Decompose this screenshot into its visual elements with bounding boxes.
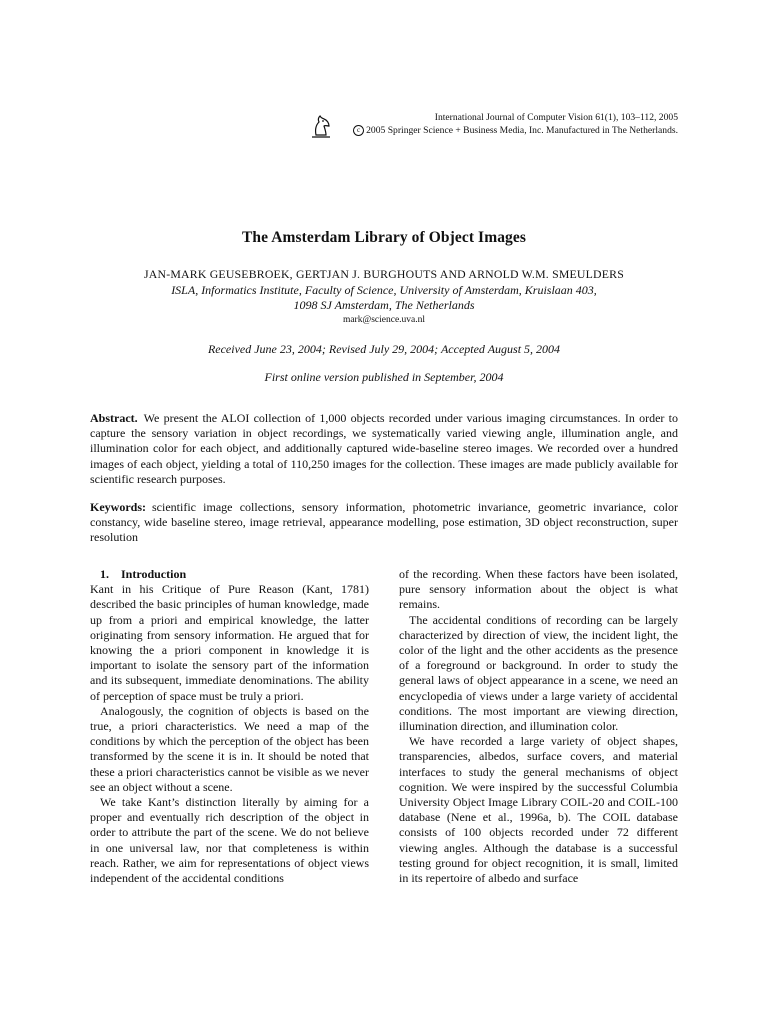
paragraph: The accidental conditions of recording can be largely characterized by direction of view, the incident light, the color of the light and the other accidents as the presence of a foreground or background. In order to study the general laws of object appearance in a scene, we need an encyclopedia of views under a large variety of accidental conditions. The most important are viewing direction, illumination direction, and illumination color. bbox=[399, 612, 678, 734]
keywords bbox=[90, 500, 678, 546]
paragraph: We take Kant’s distinction literally by aiming for a proper and eventually rich description of the object in order to attribute the part of the scene. We do not believe in one universal law, nor that completeness is within reach. Rather, we aim for representations of object views independent of the accidental conditions bbox=[90, 795, 369, 886]
paragraph: of the recording. When these factors have been isolated, pure sensory information about the object is what remains. bbox=[399, 567, 678, 612]
paper-title: The Amsterdam Library of Object Images bbox=[241, 229, 527, 246]
author-email: mark@science.uva.nl bbox=[342, 315, 426, 325]
section-title: Introduction bbox=[121, 567, 187, 581]
affiliation bbox=[0, 283, 768, 313]
paragraph: Kant in his Critique of Pure Reason (Kant, 1781) described the basic principles of human knowledge, made up from a priori and empirical knowledge, the latter originating from sensory information. He argued that for knowing the a priori component in knowledge it is important to isolate the sensory part of the information and its subsequent, immediate denominations. The ability of perception of space must be truly a priori. bbox=[90, 582, 369, 703]
journal-header bbox=[300, 111, 678, 137]
authors: JAN-MARK GEUSEBROEK, GERTJAN J. BURGHOUTS AND ARNOLD W.M. SMEULDERS bbox=[143, 267, 625, 281]
submission-dates: Received June 23, 2004; Revised July 29, 2004; Accepted August 5, 2004 bbox=[207, 342, 561, 356]
keywords-text: scientific image collections, sensory information, photometric invariance, geometric invariance, color constancy, wide baseline stereo, image retrieval, appearance modelling, pose estimation, 3D object reconstruction, super resolution bbox=[90, 500, 678, 545]
abstract-label: Abstract. bbox=[90, 411, 138, 425]
springer-horse-icon bbox=[310, 113, 332, 139]
affiliation-line-1: ISLA, Informatics Institute, Faculty of Science, University of Amsterdam, Kruislaan 403, bbox=[171, 283, 597, 297]
copyright-text: 2005 Springer Science + Business Media, Inc. Manufactured in The Netherlands. bbox=[366, 125, 678, 136]
right-column bbox=[399, 567, 678, 886]
journal-line: International Journal of Computer Vision 61(1), 103–112, 2005 bbox=[434, 112, 678, 123]
section-heading bbox=[90, 567, 369, 582]
keywords-label: Keywords: bbox=[90, 500, 146, 514]
abstract-text: We present the ALOI collection of 1,000 objects recorded under various imaging circumstances. In order to capture the sensory variation in object recordings, we systematically varied viewing angle, illumination angle, and illumination color for each object, and additionally captured wide-baseline stereo images. We recorded over a hundred images of each object, yielding a total of 110,250 images for the collection. These images are made publicly available for scientific research purposes. bbox=[90, 411, 678, 486]
paragraph: Analogously, the cognition of objects is based on the true, a priori characteristics. We need a map of the conditions by which the perception of the object has been transformed by the scene it is in. It should be noted that these a priori characteristics cannot be visible as we never see an object without a scene. bbox=[90, 703, 369, 794]
section-number: 1. bbox=[100, 567, 109, 581]
online-publication-note: First online version published in September, 2004 bbox=[264, 370, 504, 384]
paragraph: We have recorded a large variety of object shapes, transparencies, albedos, surface covers, and material interfaces to study the general mechanisms of object cognition. We were inspired by the successful Columbia University Object Image Library COIL-20 and COIL-100 database (Nene et al., 1996a, b). The COIL database consists of 100 objects recorded under 72 different viewing angles. Although the database is a successful testing ground for object recognition, it is small, limited in its repertoire of albedo and surface bbox=[399, 734, 678, 886]
copyright-symbol: c bbox=[353, 125, 364, 136]
affiliation-line-2: 1098 SJ Amsterdam, The Netherlands bbox=[293, 298, 475, 312]
copyright-line bbox=[300, 124, 678, 137]
left-column bbox=[90, 567, 369, 886]
abstract bbox=[90, 411, 678, 487]
